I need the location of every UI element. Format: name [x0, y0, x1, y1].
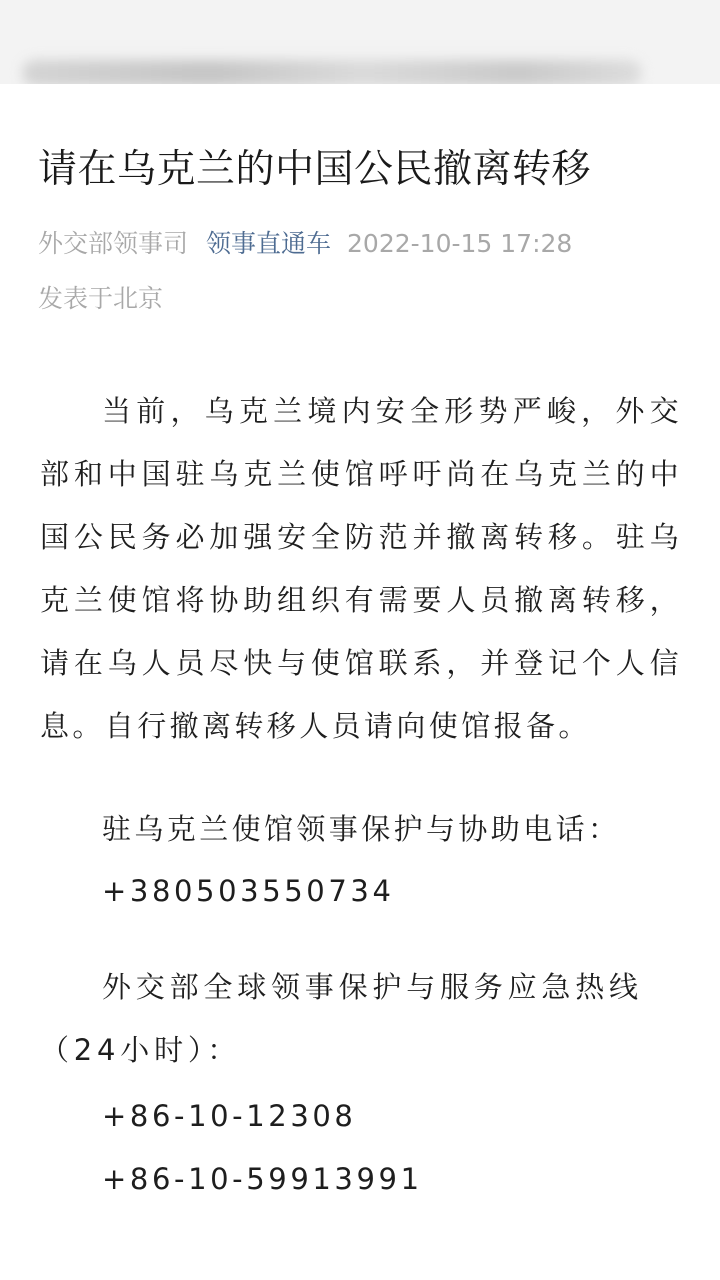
hotline-label: 外交部全球领事保护与服务应急热线（24小时）： [40, 970, 643, 1067]
hotline-phone-number-2[interactable]: +86-10-59913991 [102, 1162, 423, 1196]
publish-datetime: 2022-10-15 17:28 [347, 229, 573, 258]
hotline-phone-number-1[interactable]: +86-10-12308 [102, 1099, 357, 1133]
blurred-top-bar [0, 0, 720, 84]
publish-location: 发表于北京 [38, 284, 164, 313]
embassy-phone-number[interactable]: +380503550734 [102, 874, 395, 908]
article-title: 请在乌克兰的中国公民撤离转移 [38, 147, 592, 192]
embassy-phone-label: 驻乌克兰使馆领事保护与协助电话： [102, 812, 621, 846]
author-name: 外交部领事司 [38, 229, 189, 258]
article-paragraph-1: 当前，乌克兰境内安全形势严峻，外交部和中国驻乌克兰使馆呼吁尚在乌克兰的中国公民务必加强安全防范并撤离转移。驻乌克兰使馆将协助组织有需要人员撤离转移，请在乌人员尽快与使馆联系，并登记个人信息。自行撤离转移人员请向使馆报备。 [40, 394, 682, 743]
account-link[interactable]: 领事直通车 [206, 229, 332, 258]
article-meta [38, 226, 688, 262]
blurred-header-text [22, 60, 642, 86]
